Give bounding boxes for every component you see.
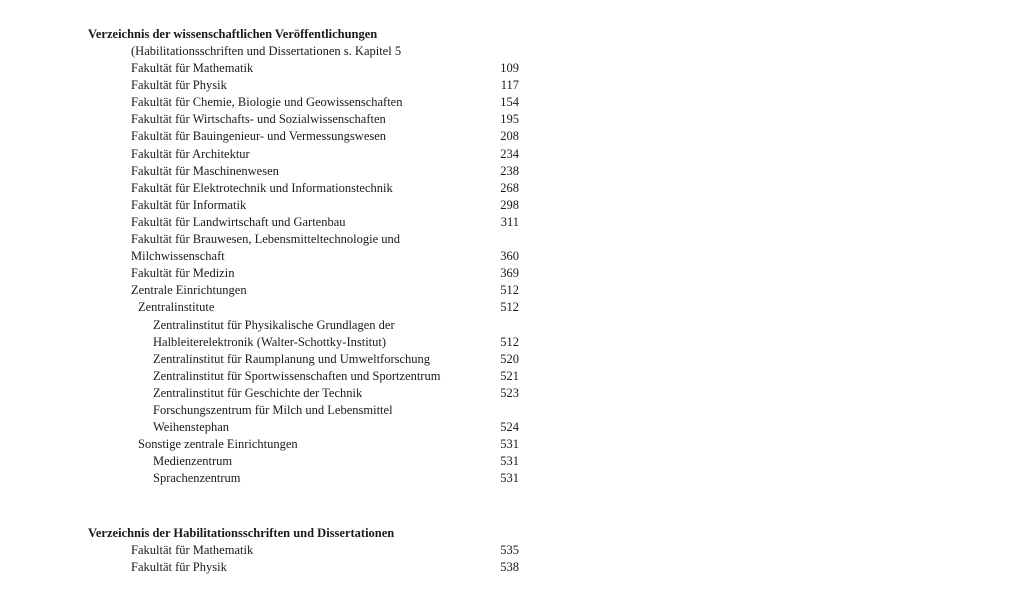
toc-entry-page: 538 xyxy=(500,560,519,575)
toc-entry-page: 531 xyxy=(500,454,519,469)
toc-entry xyxy=(0,265,1024,282)
toc-entry-list xyxy=(0,542,1024,576)
toc-entry-label: Fakultät für Chemie, Biologie und Geowissenschaften xyxy=(131,95,403,110)
toc-entry xyxy=(0,94,1024,111)
toc-entry-label: Fakultät für Informatik xyxy=(131,197,247,212)
toc-entry-page: 268 xyxy=(500,180,519,195)
toc-entry xyxy=(0,402,1024,419)
toc-entry-page: 117 xyxy=(500,78,519,93)
toc-entry xyxy=(0,197,1024,214)
toc-entry-label: Forschungszentrum für Milch und Lebensmittel xyxy=(153,402,393,417)
toc-entry-label: Fakultät für Medizin xyxy=(131,266,235,281)
toc-entry-label: (Habilitationsschriften und Dissertationen s. Kapitel 5 xyxy=(131,44,402,58)
toc-entry xyxy=(0,60,1024,77)
toc-entry-page: 195 xyxy=(500,112,519,127)
toc-entry xyxy=(0,282,1024,299)
toc-entry-label: Zentralinstitut für Sportwissenschaften und Sportzentrum xyxy=(153,368,441,383)
toc-entry-label: Fakultät für Landwirtschaft und Gartenbau xyxy=(131,214,346,229)
toc-entry-label: Fakultät für Architektur xyxy=(131,146,250,161)
toc-entry-label: Fakultät für Wirtschafts- und Sozialwissenschaften xyxy=(131,112,386,127)
toc-entry xyxy=(0,470,1024,487)
toc-entry-page: 531 xyxy=(500,471,519,486)
toc-entry-page: 234 xyxy=(500,146,519,161)
toc-entry xyxy=(0,317,1024,334)
toc-entry-label: Sonstige zentrale Einrichtungen xyxy=(138,437,298,452)
toc-entry-page: 531 xyxy=(500,437,519,452)
section-heading: Verzeichnis der Habilitationsschriften und Dissertationen xyxy=(88,526,395,540)
toc-entry xyxy=(0,351,1024,368)
toc-entry-label: Fakultät für Maschinenwesen xyxy=(131,163,279,178)
toc-entry-label: Zentralinstitut für Geschichte der Technik xyxy=(153,385,363,400)
toc-entry-page: 524 xyxy=(500,420,519,435)
toc-entry-page: 521 xyxy=(500,368,519,383)
toc-entry xyxy=(0,542,1024,559)
toc-entry-page: 298 xyxy=(500,197,519,212)
toc-entry xyxy=(0,146,1024,163)
toc-entry-page: 535 xyxy=(500,543,519,557)
toc-entry-page: 512 xyxy=(500,300,519,315)
toc-entry-label: Sprachenzentrum xyxy=(153,471,241,486)
toc-entry-page: 238 xyxy=(500,163,519,178)
toc-entry xyxy=(0,419,1024,436)
toc-entry xyxy=(0,436,1024,453)
section-heading: Verzeichnis der wissenschaftlichen Veröffentlichungen xyxy=(88,27,378,41)
toc-entry-page: 520 xyxy=(500,351,519,366)
toc-entry xyxy=(0,43,1024,60)
toc-entry-label: Fakultät für Elektrotechnik und Informationstechnik xyxy=(131,180,393,195)
toc-entry-label: Zentralinstitute xyxy=(138,300,215,315)
toc-entry-list xyxy=(0,43,1024,487)
toc-entry xyxy=(0,248,1024,265)
toc-entry xyxy=(0,385,1024,402)
toc-entry xyxy=(0,231,1024,248)
toc-entry-page: 360 xyxy=(500,249,519,264)
toc-entry-page: 154 xyxy=(500,95,519,110)
toc-entry xyxy=(0,214,1024,231)
toc-entry xyxy=(0,368,1024,385)
toc-entry-label: Fakultät für Physik xyxy=(131,560,227,575)
toc-entry xyxy=(0,163,1024,180)
toc-entry xyxy=(0,299,1024,316)
toc-entry-label: Milchwissenschaft xyxy=(131,249,225,264)
toc-entry-label: Zentrale Einrichtungen xyxy=(131,283,247,298)
toc-entry xyxy=(0,334,1024,351)
toc-entry-label: Fakultät für Mathematik xyxy=(131,61,254,76)
toc-entry-label: Halbleiterelektronik (Walter-Schottky-Institut) xyxy=(153,334,387,349)
toc-entry-page: 208 xyxy=(500,129,519,144)
toc-entry-page: 109 xyxy=(500,61,519,76)
toc-entry-page: 523 xyxy=(500,385,519,400)
toc-entry-label: Zentralinstitut für Physikalische Grundlagen der xyxy=(153,317,395,332)
toc-entry xyxy=(0,77,1024,94)
toc-entry-label: Medienzentrum xyxy=(153,454,233,469)
toc-entry-label: Zentralinstitut für Raumplanung und Umweltforschung xyxy=(153,351,431,366)
toc-entry-label: Fakultät für Physik xyxy=(131,78,227,93)
toc-entry xyxy=(0,111,1024,128)
toc-entry-page: 369 xyxy=(500,266,519,281)
toc-entry-label: Fakultät für Bauingenieur- und Vermessungswesen xyxy=(131,129,387,144)
toc-entry-page: 512 xyxy=(500,334,519,349)
toc-entry xyxy=(0,180,1024,197)
toc-entry-label: Fakultät für Brauwesen, Lebensmitteltechnologie und xyxy=(131,232,401,247)
toc-entry-label: Fakultät für Mathematik xyxy=(131,543,254,557)
toc-entry-label: Weihenstephan xyxy=(153,420,230,435)
toc-entry-page: 512 xyxy=(500,283,519,298)
toc-entry xyxy=(0,453,1024,470)
toc-entry xyxy=(0,128,1024,145)
toc-entry-page: 311 xyxy=(500,214,519,229)
toc-entry xyxy=(0,559,1024,576)
